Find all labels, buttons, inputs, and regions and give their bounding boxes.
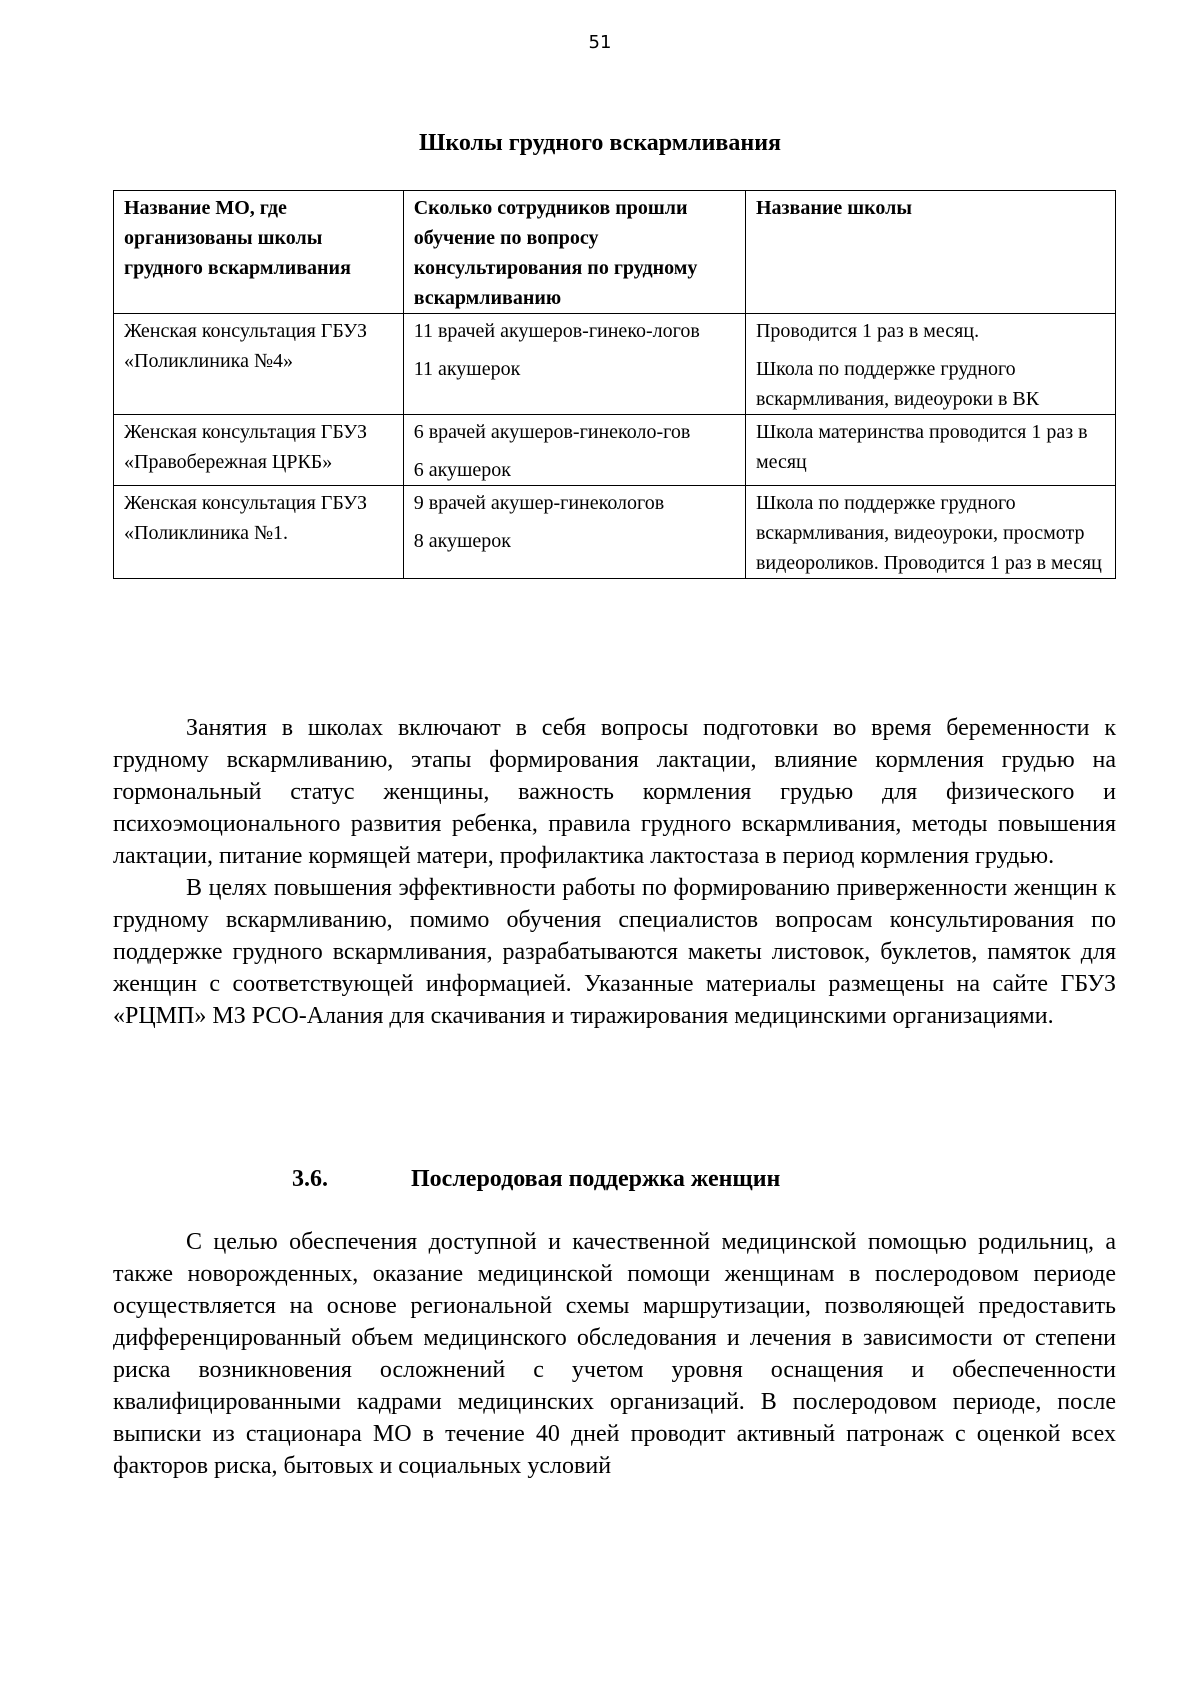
cell-school <box>745 314 1115 415</box>
table-row <box>114 314 1116 415</box>
staff-midwives: 11 акушерок <box>413 358 521 380</box>
page-number: 51 <box>588 32 612 53</box>
staff-doctors: 9 врачей акушер-гинекологов <box>413 492 665 514</box>
table-title: Школы грудного вскармливания <box>418 130 782 156</box>
cell-school <box>745 415 1115 486</box>
staff-midwives: 6 акушерок <box>413 459 512 481</box>
body-paragraphs-2 <box>113 1226 1116 1482</box>
staff-doctors: 6 врачей акушеров-гинеколо-гов <box>413 421 691 443</box>
cell-school <box>745 486 1115 579</box>
paragraph-postpartum: С целью обеспечения доступной и качественной медицинской помощью родильниц, а также новорожденных, оказание медицинской помощи женщинам в послеродовом периоде осуществляется на основе региональной схемы маршрутизации, позволяющей предоставить дифференцированный объем медицинского обследования и лечения в зависимости от степени риска возникновения осложнений с учетом уровня оснащения и обеспеченности квалифицированными кадрами медицинских организаций. В послеродовом периоде, после выписки из стационара МО в течение 40 дней проводит активный патронаж с оценкой всех факторов риска, бытовых и социальных условий <box>113 1229 1116 1479</box>
school-line-1: Школа по поддержке грудного вскармливания, видеоуроки, просмотр видеороликов. Проводится 1 раз в месяц <box>755 492 1102 574</box>
section-title: Послеродовая поддержка женщин <box>411 1166 781 1192</box>
body-paragraphs-1 <box>113 712 1116 1032</box>
cell-mo: Женская консультация ГБУЗ «Поликлиника №1. <box>114 486 404 579</box>
cell-mo: Женская консультация ГБУЗ «Поликлиника №4» <box>114 314 404 415</box>
cell-staff <box>403 486 745 579</box>
school-line-2: Школа по поддержке грудного вскармливания, видеоуроки в ВК <box>755 358 1040 410</box>
table-row <box>114 415 1116 486</box>
staff-midwives: 8 акушерок <box>413 530 512 552</box>
section-number: 3.6. <box>292 1166 328 1192</box>
cell-mo: Женская консультация ГБУЗ «Правобережная ЦРКБ» <box>114 415 404 486</box>
school-line-1: Проводится 1 раз в месяц. <box>755 320 980 342</box>
school-line-1: Школа материнства проводится 1 раз в месяц <box>755 421 1088 473</box>
header-school: Название школы <box>745 191 1115 314</box>
cell-staff <box>403 415 745 486</box>
header-mo: Название МО, где организованы школы грудного вскармливания <box>114 191 404 314</box>
paragraph-lessons: Занятия в школах включают в себя вопросы подготовки во время беременности к грудному вскармливанию, этапы формирования лактации, влияние кормления грудью на гормональный статус женщины, важность кормления грудью для физического и психоэмоционального развития ребенка, правила грудного вскармливания, методы повышения лактации, питание кормящей матери, профилактика лактостаза в период кормления грудью. <box>113 715 1116 869</box>
section-heading <box>292 1166 780 1193</box>
paragraph-materials: В целях повышения эффективности работы по формированию приверженности женщин к грудному вскармливанию, помимо обучения специалистов вопросам консультирования по поддержке грудного вскармливания, разрабатываются макеты листовок, буклетов, памяток для женщин с соответствующей информацией. Указанные материалы размещены на сайте ГБУЗ «РЦМП» МЗ РСО-Алания для скачивания и тиражирования медицинскими организациями. <box>113 875 1116 1029</box>
schools-table <box>113 190 1116 579</box>
table-row <box>114 486 1116 579</box>
cell-staff <box>403 314 745 415</box>
staff-doctors: 11 врачей акушеров-гинеко-логов <box>413 320 700 342</box>
table-header-row <box>114 191 1116 314</box>
header-staff: Сколько сотрудников прошли обучение по вопросу консультирования по грудному вскармливанию <box>403 191 745 314</box>
